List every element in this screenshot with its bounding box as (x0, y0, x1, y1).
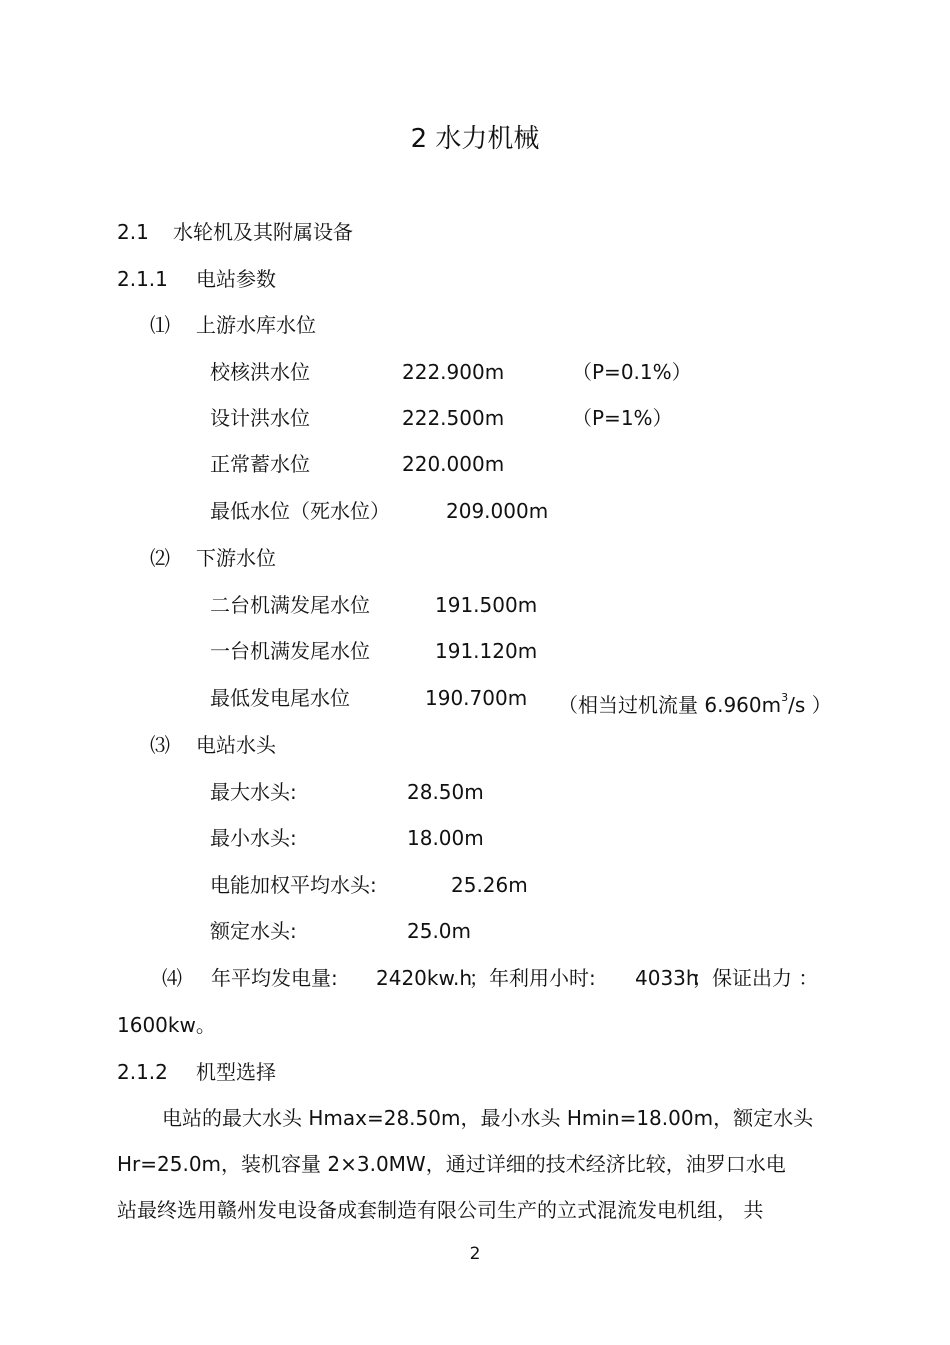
item-number: ⑷ (162, 966, 182, 990)
subsection-title: 机型选择 (196, 1060, 276, 1084)
param-value: 25.0m (407, 919, 472, 943)
param-value: 209.000m (446, 499, 549, 523)
subsection-number: 2.1.1 (117, 267, 168, 291)
page-number: 2 (469, 1244, 481, 1264)
param-value: 190.700m (425, 686, 528, 710)
item-text: 年平均发电量: (211, 966, 338, 990)
param-label: 额定水头: (210, 919, 297, 943)
param-label: 最大水头: (210, 780, 297, 804)
param-value: 191.500m (435, 593, 538, 617)
item-title: 上游水库水位 (196, 313, 316, 337)
item-title: 电站水头 (196, 733, 276, 757)
body-text-line: 电站的最大水头 Hmax=28.50m，最小水头 Hmin=18.00m，额定水头 (162, 1106, 814, 1130)
param-value: 18.00m (407, 826, 484, 850)
body-text-line: 站最终选用赣州发电设备成套制造有限公司生产的立式混流发电机组， 共 (117, 1198, 764, 1222)
param-label: 最小水头: (210, 826, 297, 850)
subsection-number: 2.1.2 (117, 1060, 168, 1084)
item-number: ⑶ (150, 733, 170, 757)
param-value: 4033h (635, 966, 699, 990)
param-value: 25.26m (451, 873, 528, 897)
param-value: 222.900m (402, 360, 505, 384)
param-value: 28.50m (407, 780, 484, 804)
param-note: （P=1%） (572, 406, 673, 430)
section-number: 2.1 (117, 220, 149, 244)
param-label: 最低水位（死水位） (210, 499, 390, 523)
item-text: ；年利用小时: (469, 966, 596, 990)
item-text: 1600kw。 (117, 1013, 216, 1037)
superscript: 3 (781, 691, 789, 704)
body-text-line: Hr=25.0m，装机容量 2×3.0MW，通过详细的技术经济比较，油罗口水电 (117, 1152, 786, 1176)
param-note: （P=0.1%） (572, 360, 692, 384)
subsection-title: 电站参数 (196, 267, 276, 291)
section-title: 水轮机及其附属设备 (173, 220, 353, 244)
param-label: 正常蓄水位 (210, 452, 310, 476)
param-value: 222.500m (402, 406, 505, 430)
param-note-text: /s ） (788, 693, 832, 717)
param-label: 电能加权平均水头: (210, 873, 377, 897)
param-label: 二台机满发尾水位 (210, 593, 370, 617)
item-title: 下游水位 (196, 546, 276, 570)
param-label: 最低发电尾水位 (210, 686, 350, 710)
param-label: 设计洪水位 (210, 406, 310, 430)
item-number: ⑵ (150, 546, 170, 570)
param-value: 191.120m (435, 639, 538, 663)
param-value: 2420kw.h (376, 966, 473, 990)
chapter-title: 2 水力机械 (410, 124, 540, 154)
param-label: 校核洪水位 (210, 360, 310, 384)
item-number: ⑴ (150, 313, 170, 337)
param-note (558, 686, 832, 717)
param-label: 一台机满发尾水位 (210, 639, 370, 663)
param-note-text: （相当过机流量 6.960m (558, 693, 782, 717)
param-value: 220.000m (402, 452, 505, 476)
item-text: ；保证出力 ： (692, 966, 819, 990)
